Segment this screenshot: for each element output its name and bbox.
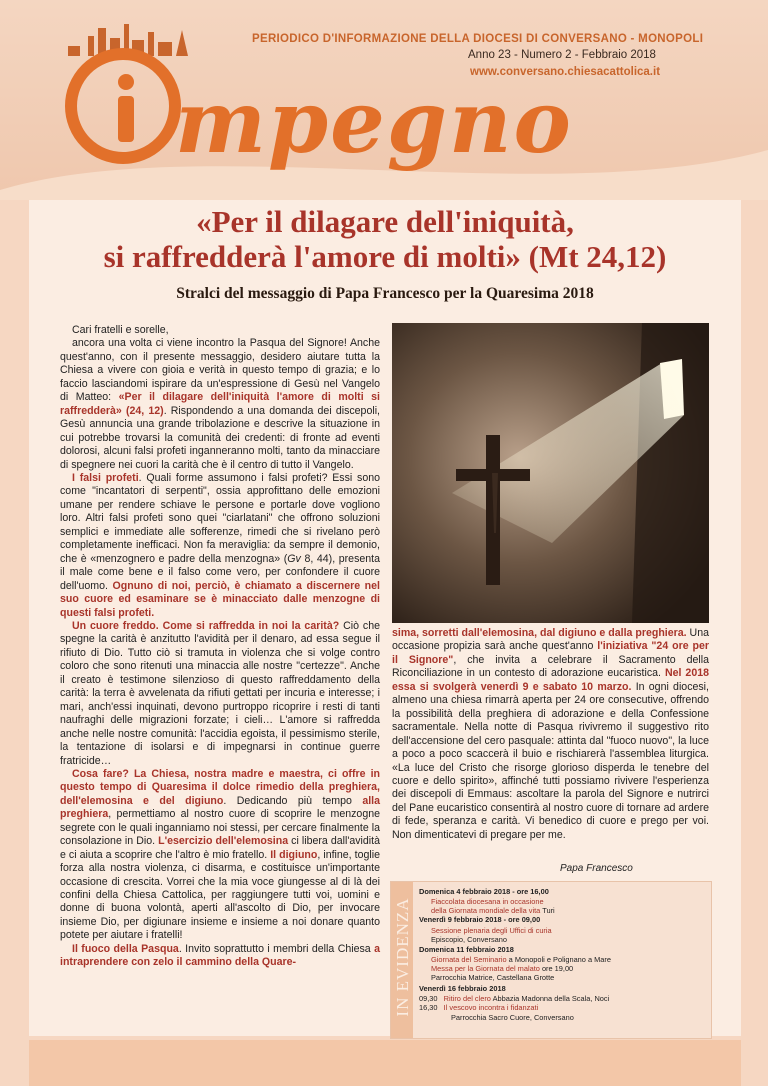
article-column-right	[392, 627, 709, 842]
body-paragraph: Cosa fare? La Chiesa, nostra madre e maestra, ci offre in questo tempo di Quaresima il dolce rimedio della preghiera, dell'elemosina e del digiuno. Dedicando più tempo alla preghiera, permettiamo al nostro cuore di scoprire le menzogne segrete con le quali inganniamo noi stessi, per cercare finalmente la consolazione in Dio. L'esercizio dell'elemosina ci libera dall'avidità e ci aiuta a scoprire che l'altro è mio fratello. Il digiuno, infine, toglie forza alla nostra violenza, ci disarma, e costituisce un'importante occasione di crescita. Vorrei che la mia voce giungesse al di là dei confini della Chiesa Cattolica, per raggiungere tutti voi, uomini e donne di buona volontà, aperti all'ascolto di Dio, per invocare insieme Dio, per digiunare insieme e insieme a noi donare quanto potete per aiutare i fratelli!	[60, 767, 381, 942]
subhead: Stralci del messaggio di Papa Francesco per la Quaresima 2018	[176, 285, 594, 302]
footer-band	[29, 1040, 741, 1086]
event-date: Domenica 11 febbraio 2018	[419, 945, 514, 954]
event-date: Venerdì 9 febbraio 2018 - ore 09,00	[419, 915, 541, 924]
headline	[60, 204, 710, 274]
headline-line-1: «Per il dilagare dell'iniquità,	[196, 204, 574, 239]
headline-line-2: si raffredderà l'amore di molti» (Mt 24,12)	[103, 239, 667, 274]
signature: Papa Francesco	[560, 863, 633, 874]
body-paragraph: Un cuore freddo. Come si raffredda in noi la carità? Ciò che spegne la carità è anzitutto l'avidità per il denaro, ad essa segue il rifiuto di Dio. Tutto ciò si tramuta in violenza che si volge contro coloro che sono ritenuti una minaccia alle nostre "certezze". Anche il creato è testimone silenzioso di questo raffreddamento della carità: la terra è avvelenata da rifiuti gettati per incuria e interesse; i mari, anch'essi inquinati, devono purtroppo ricoprire i resti di tanti naufraghi delle migrazioni forzate; i cieli… L'amore si raffredda anche nelle nostre comunità: l'accidia egoista, il pessimismo sterile, la tentazione di isolarsi e di impegnarsi in continue guerre fratricide…	[60, 619, 380, 767]
body-paragraph: ancora una volta ci viene incontro la Pasqua del Signore! Anche quest'anno, con il presente messaggio, desidero aiutare tutta la Chiesa a vivere con gioia e verità in questo tempo di grazia; e lo faccio lasciandomi ispirare da un'espressione di Gesù nel Vangelo di Matteo: «Per il dilagare dell'iniquità l'amore di molti si raffredderà» (24, 12). Rispondendo a una domanda dei discepoli, Gesù annuncia una grande tribolazione e descrive la situazione in cui potrebbe trovarsi la comunità dei credenti: di fronte ad eventi dolorosi, alcuni falsi profeti inganneranno molti, tanto da minacciare di spegnere nei cuori la carità che è il centro di tutto il Vangelo.	[60, 337, 380, 471]
event-title: Messa per la Giornata del malato ore 19,00	[431, 964, 574, 973]
body-paragraph: I falsi profeti. Quali forme assumono i falsi profeti? Essi sono come "incantatori di serpenti", ossia approfittano delle emozioni umane per rendere schiave le persone e portarle dove vogliono loro. Altri falsi profeti sono quei "ciarlatani" che offrono soluzioni semplici e immediate alle sofferenze, rimedi che si rivelano però completamente inefficaci. Non fa meraviglia: da sempre il demonio, che è «menzognero e padre della menzogna» (Gv 8, 44), presenta il male come bene e il falso come vero, per confondere il cuore dell'uomo. Ognuno di noi, perciò, è chiamato a discernere nel suo cuore ed esaminare se è minacciato dalle menzogne di questi falsi profeti.	[60, 471, 380, 619]
in-evidenza-box	[390, 881, 712, 1039]
body-paragraph: Cari fratelli e sorelle,	[72, 324, 169, 336]
event-place: Episcopio, Conversano	[431, 935, 508, 944]
kicker: PERIODICO D'INFORMAZIONE DELLA DIOCESI DI CONVERSANO - MONOPOLI	[252, 33, 704, 45]
issue-info: Anno 23 - Numero 2 - Febbraio 2018	[468, 49, 656, 61]
event-place: Parrocchia Sacro Cuore, Conversano	[451, 1013, 574, 1022]
event-date: Venerdì 16 febbraio 2018	[419, 984, 506, 993]
brand-title: mpegno	[175, 72, 573, 173]
event-title: 16,30 Il vescovo incontra i fidanzati	[419, 1003, 539, 1012]
body-paragraph: sima, sorretti dall'elemosina, dal digiuno e dalla preghiera. Una occasione propizia sarà anche quest'anno l'iniziativa "24 ore per il Signore", che invita a celebrare il Sacramento della Riconciliazione in un contesto di adorazione eucaristica. Nel 2018 essa si svolgerà venerdì 9 e sabato 10 marzo. In ogni diocesi, almeno una chiesa rimarrà aperta per 24 ore consecutive, offrendo la possibilità della preghiera di adorazione e della Confessione sacramentale. Nella notte di Pasqua rivivremo il suggestivo rito dell'accensione del cero pasquale: attinta dal "fuoco nuovo", la luce a poco a poco scaccerà il buio e rischiarerà l'assemblea liturgica. «La luce del Cristo che risorge glorioso disperda le tenebre del cuore e dello spirito», affinché tutti possiamo rivivere l'esperienza dei discepoli di Emmaus: ascoltare la parola del Signore e nutrirci del Pane eucaristico consentirà al nostro cuore di tornare ad ardere di fede, speranza e carità. Vi benedico di cuore e prego per voi. Non dimenticatevi di pregare per me.	[392, 627, 710, 841]
event-title: Sessione plenaria degli Uffici di curia	[431, 926, 552, 935]
event-title: Fiaccolata diocesana in occasione	[431, 897, 544, 906]
event-place: Parrocchia Matrice, Castellana Grotte	[431, 973, 555, 982]
event-title: Giornata del Seminario a Monopoli e Polignano a Mare	[431, 955, 611, 964]
event-date: Domenica 4 febbraio 2018 - ore 16,00	[419, 887, 549, 896]
in-evidenza-tab: IN EVIDENZA	[391, 882, 413, 1038]
article-column-left	[60, 324, 380, 970]
body-paragraph: Il fuoco della Pasqua. Invito soprattutto i membri della Chiesa a intraprendere con zelo il cammino della Quare-	[60, 942, 381, 969]
event-title: della Giornata mondiale della vita Turi	[431, 906, 555, 915]
crucifix-photo	[392, 323, 709, 623]
event-title: 09,30 Ritiro del clero Abbazia Madonna della Scala, Noci	[419, 994, 610, 1003]
website-link[interactable]: www.conversano.chiesacattolica.it	[470, 66, 661, 78]
